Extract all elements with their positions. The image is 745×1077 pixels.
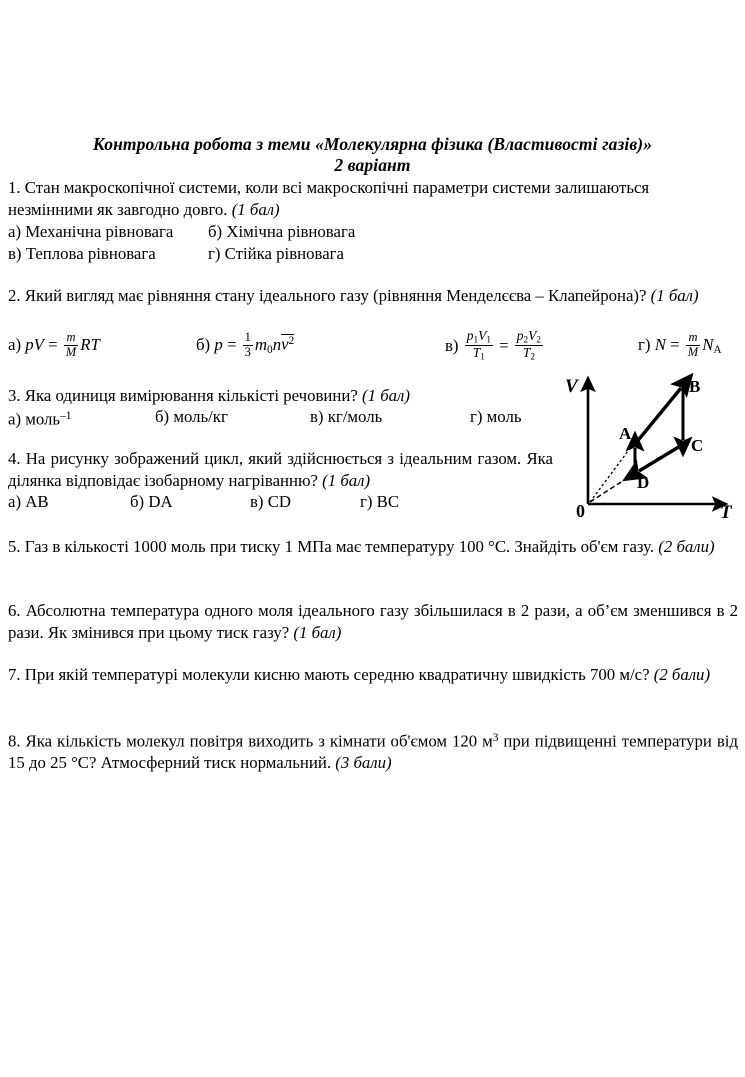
formula-b-key: б) [196,334,211,354]
formula-b-mean-square [281,334,294,353]
formula-v-eq: = [499,335,509,355]
vt-cycle-svg [563,372,745,528]
point-label-d: D [637,473,650,492]
segment-a-to-b [635,388,681,444]
question-4-option-v[interactable]: в) CD [250,492,292,511]
formula-g-key: г) [638,334,651,354]
formula-a-V: V [33,334,44,354]
question-6-text [8,600,738,643]
question-3-points: (1 бал) [362,386,410,405]
formula-v-p2: p [516,328,524,343]
question-7-body: 7. При якій температурі молекули кисню мають середню квадратичну швидкість 700 м/с? [8,665,650,684]
question-1-text [8,177,738,220]
question-4-option-g[interactable]: г) BC [360,492,400,511]
formula-a-T: T [90,334,100,354]
question-1-option-g[interactable]: г) Стійка рівновага [208,243,344,263]
question-1-options [0,221,745,267]
question-3-option-a-label: а) моль [8,409,61,429]
question-4-options [0,491,560,515]
segment-c-to-d [639,445,682,471]
isochore-ray-to-a [590,443,634,502]
formula-v-num-right [515,329,543,345]
question-1-option-a[interactable]: а) Механічна рівновага [8,222,174,241]
question-4-option-a[interactable]: а) AB [8,492,49,511]
question-1-option-v[interactable]: в) Теплова рівновага [8,243,156,263]
question-2-formula-v[interactable] [445,330,545,364]
question-7-points: (2 бали) [653,665,711,684]
question-6-body: 6. Абсолютна температура одного моля ідеального газу збільшилася в 2 рази, а об’єм зменшився в 2 рази. Як змінився при цьому тиск газу? [8,601,738,642]
formula-a-eq: = [48,334,58,354]
formula-a-den: M [65,344,77,359]
v-axis-label: V [565,376,578,397]
question-3-option-g[interactable]: г) моль [470,407,522,426]
origin-label: 0 [576,501,585,521]
formula-v-num-left [465,329,493,345]
formula-v-den-left [465,345,493,362]
formula-b-p: p [214,334,223,354]
question-3-option-a[interactable] [8,406,71,430]
t-axis-label: T [720,502,732,523]
question-8-points: (3 бали) [335,753,392,773]
question-4-points: (1 бал) [322,470,371,490]
point-label-b: B [689,377,701,396]
formula-v-p1-sub: 1 [473,334,479,345]
formula-v-T2: T [522,345,531,361]
formula-a-fraction [64,331,78,359]
formula-b-v-exponent: 2 [288,335,295,348]
question-1-body: 1. Стан макроскопічної системи, коли всі макроскопічні параметри системи залишаються незмінними як завгодно довго. [8,178,650,219]
question-2-body: 2. Який вигляд має рівняння стану ідеального газу (рівняння Менделєєва – Клапейрона)? [8,286,647,305]
formula-a-key: а) [8,334,22,354]
question-4-body: 4. На рисунку зображений цикл, який здійснюється з ідеальним газом. Яка ділянка відповідає ізобарному нагріванню? [8,449,553,490]
question-8-volume-exponent: 3 [492,732,499,744]
formula-g-fraction [686,331,700,359]
question-8-body-before: 8. Яка кількість молекул повітря виходить з кімнати об'ємом 120 м [8,731,493,751]
question-5-body: 5. Газ в кількості 1000 моль при тиску 1 МПа має температуру 100 °C. Знайдіть об'єм газу. [8,537,655,556]
formula-b-den: 3 [244,344,251,359]
formula-b-fraction [243,331,253,359]
formula-a-p: p [25,334,34,354]
question-4-text [8,448,553,491]
formula-v-T1: T [472,345,481,361]
formula-v-key: в) [445,335,459,355]
question-1-option-b[interactable]: б) Хімічна рівновага [208,222,356,241]
formula-v-fraction-left [465,329,493,363]
formula-g-NA-subscript: A [713,344,722,357]
question-6-points: (1 бал) [293,622,342,642]
formula-g-num: m [688,330,698,344]
question-2-text [8,285,738,307]
formula-v-p1: p [466,328,474,343]
question-8-text [8,728,738,774]
formula-v-V1-sub: 1 [486,334,491,345]
question-5-text [8,536,738,558]
formula-b-m-subscript: 0 [266,344,273,357]
formula-g-eq: = [670,334,680,354]
document-title-line-1: Контрольна робота з теми «Молекулярна фізика (Властивості газів)» [92,134,653,154]
question-3-option-v[interactable]: в) кг/моль [310,407,383,426]
formula-g-den: M [687,344,699,359]
point-label-c: C [691,436,704,455]
formula-v-V2-sub: 2 [536,334,541,345]
formula-g-NA: N [702,334,714,354]
formula-b-eq: = [226,334,237,354]
formula-a-R: R [80,334,91,354]
question-2-formula-row [0,326,745,366]
question-5-points: (2 бали) [658,537,715,556]
formula-v-T1-sub: 1 [480,352,485,363]
point-label-a: A [619,424,632,443]
question-2-formula-a[interactable] [8,332,100,360]
question-3-option-b[interactable]: б) моль/кг [155,407,228,426]
question-7-text [8,664,738,686]
question-3-option-a-exponent: –1 [60,410,72,422]
formula-b-m: m [254,334,267,354]
formula-a-num: m [66,330,76,344]
formula-g-N: N [654,334,666,354]
question-2-points: (1 бал) [650,286,699,305]
formula-v-p2-sub: 2 [523,334,529,345]
formula-v-T2-sub: 2 [530,352,535,363]
formula-v-V2: V [528,328,537,343]
formula-b-v: v [281,334,289,354]
vt-cycle-diagram [563,372,745,528]
question-4-option-b[interactable]: б) DA [130,492,173,511]
question-3-body: 3. Яка одиниця вимірювання кількісті речовини? [8,386,358,405]
question-2-formula-b[interactable] [196,332,294,360]
document-title-block [0,134,745,176]
question-3-text [8,385,568,407]
question-8-body-after: при підвищенні температури від 15 до 25 °C? Атмосферний тиск нормальний. [8,731,738,773]
formula-b-n: n [272,334,282,354]
formula-v-den-right [515,345,543,362]
question-1-points: (1 бал) [231,199,280,219]
formula-v-fraction-right [515,329,543,363]
document-title-line-2: 2 варіант [334,155,411,175]
formula-b-num: 1 [244,330,251,344]
formula-v-V1: V [478,328,487,343]
question-2-formula-g[interactable] [638,332,722,360]
isochore-ray-to-d [590,473,635,502]
